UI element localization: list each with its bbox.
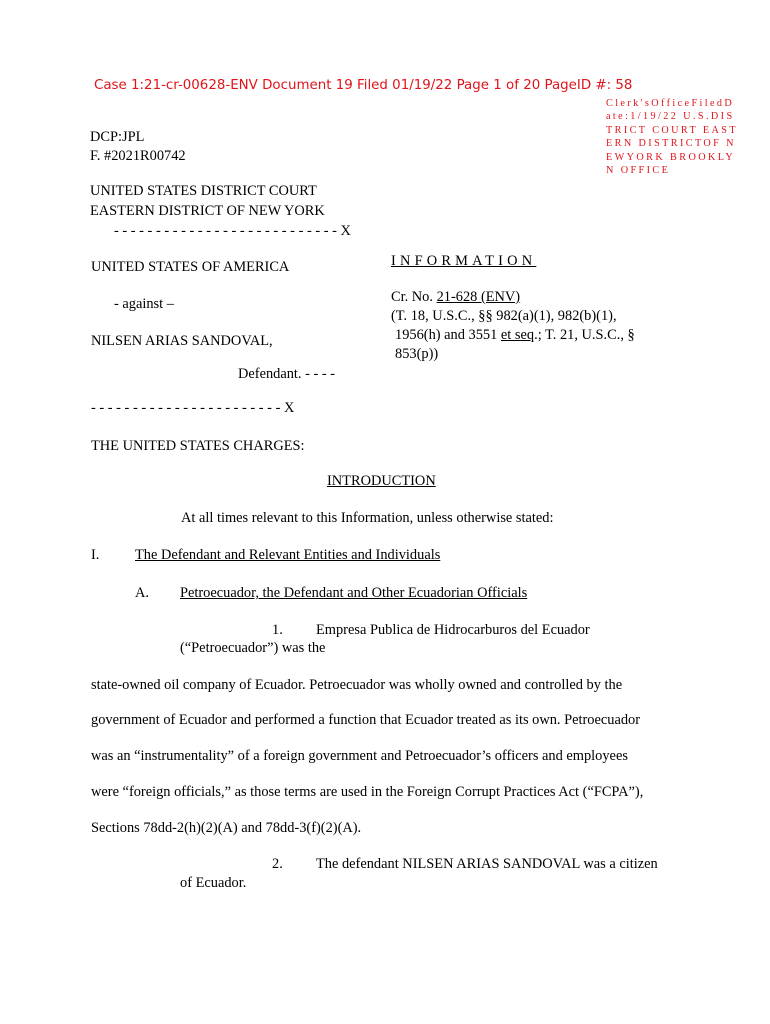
document-title: INFORMATION [391, 253, 537, 269]
file-number: F. #2021R00742 [90, 148, 186, 164]
paragraph-2-line: of Ecuador. [180, 875, 247, 891]
paragraph-2-number: 2. [272, 856, 283, 872]
paragraph-1-number: 1. [272, 622, 283, 638]
caption-divider-top: - - - - - - - - - - - - - - - - - - - - - - - - - - - X [114, 223, 351, 239]
subsection-letter: A. [135, 585, 149, 601]
paragraph-1-line: Empresa Publica de Hidrocarburos del Ecuador [316, 622, 590, 638]
criminal-number [391, 289, 520, 306]
case-header: Case 1:21-cr-00628-ENV Document 19 Filed 01/19/22 Page 1 of 20 PageID #: 58 [94, 78, 633, 93]
court-name-line2: EASTERN DISTRICT OF NEW YORK [90, 203, 325, 219]
paragraph-1-line: state-owned oil company of Ecuador. Petroecuador was wholly owned and controlled by the [91, 677, 623, 693]
cr-no-value: 21-628 (ENV) [436, 289, 521, 305]
paragraph-1-line: Sections 78dd-2(h)(2)(A) and 78dd-3(f)(2)(A). [91, 820, 362, 836]
citation-part: 1956(h) and 3551 [395, 327, 501, 343]
paragraph-1-line: were “foreign officials,” as those terms are used in the Foreign Corrupt Practices Act (“FCPA”), [91, 784, 644, 800]
attorney-initials: DCP:JPL [90, 129, 145, 145]
paragraph-1-line: government of Ecuador and performed a function that Ecuador treated as its own. Petroecuador [91, 712, 641, 728]
section-title: The Defendant and Relevant Entities and Individuals [135, 547, 441, 563]
citation-line1: (T. 18, U.S.C., §§ 982(a)(1), 982(b)(1), [391, 308, 617, 324]
citation-part: .; T. 21, U.S.C., § [534, 327, 635, 343]
paragraph-1-line: (“Petroecuador”) was the [180, 640, 326, 656]
citation-line3: 853(p)) [395, 346, 439, 362]
introduction-heading: INTRODUCTION [327, 473, 436, 489]
plaintiff-name: UNITED STATES OF AMERICA [91, 259, 290, 275]
subsection-title: Petroecuador, the Defendant and Other Ecuadorian Officials [180, 585, 528, 601]
paragraph-1-line: was an “instrumentality” of a foreign government and Petroecuador’s officers and employees [91, 748, 628, 764]
defendant-label: Defendant. - - - - [238, 366, 336, 382]
court-name-line1: UNITED STATES DISTRICT COURT [90, 183, 317, 199]
paragraph-2-line: The defendant NILSEN ARIAS SANDOVAL was a citizen [316, 856, 658, 872]
caption-divider-bottom: - - - - - - - - - - - - - - - - - - - - - - - X [91, 400, 295, 416]
section-number: I. [91, 547, 100, 563]
charges-heading: THE UNITED STATES CHARGES: [91, 438, 305, 454]
defendant-name: NILSEN ARIAS SANDOVAL, [91, 333, 273, 349]
cr-no-prefix: Cr. No. [391, 289, 437, 305]
against-label: - against – [114, 296, 174, 312]
intro-text: At all times relevant to this Information, unless otherwise stated: [181, 510, 554, 526]
et-seq: et seq [500, 327, 535, 343]
clerk-filed-stamp: Clerk'sOfficeFiledDate:1/19/22 U.S.DISTRICT COURT EASTERN DISTRICTOF NEWYORK BROOKLYN OFFICE [606, 98, 738, 177]
citation-line2 [395, 327, 635, 344]
